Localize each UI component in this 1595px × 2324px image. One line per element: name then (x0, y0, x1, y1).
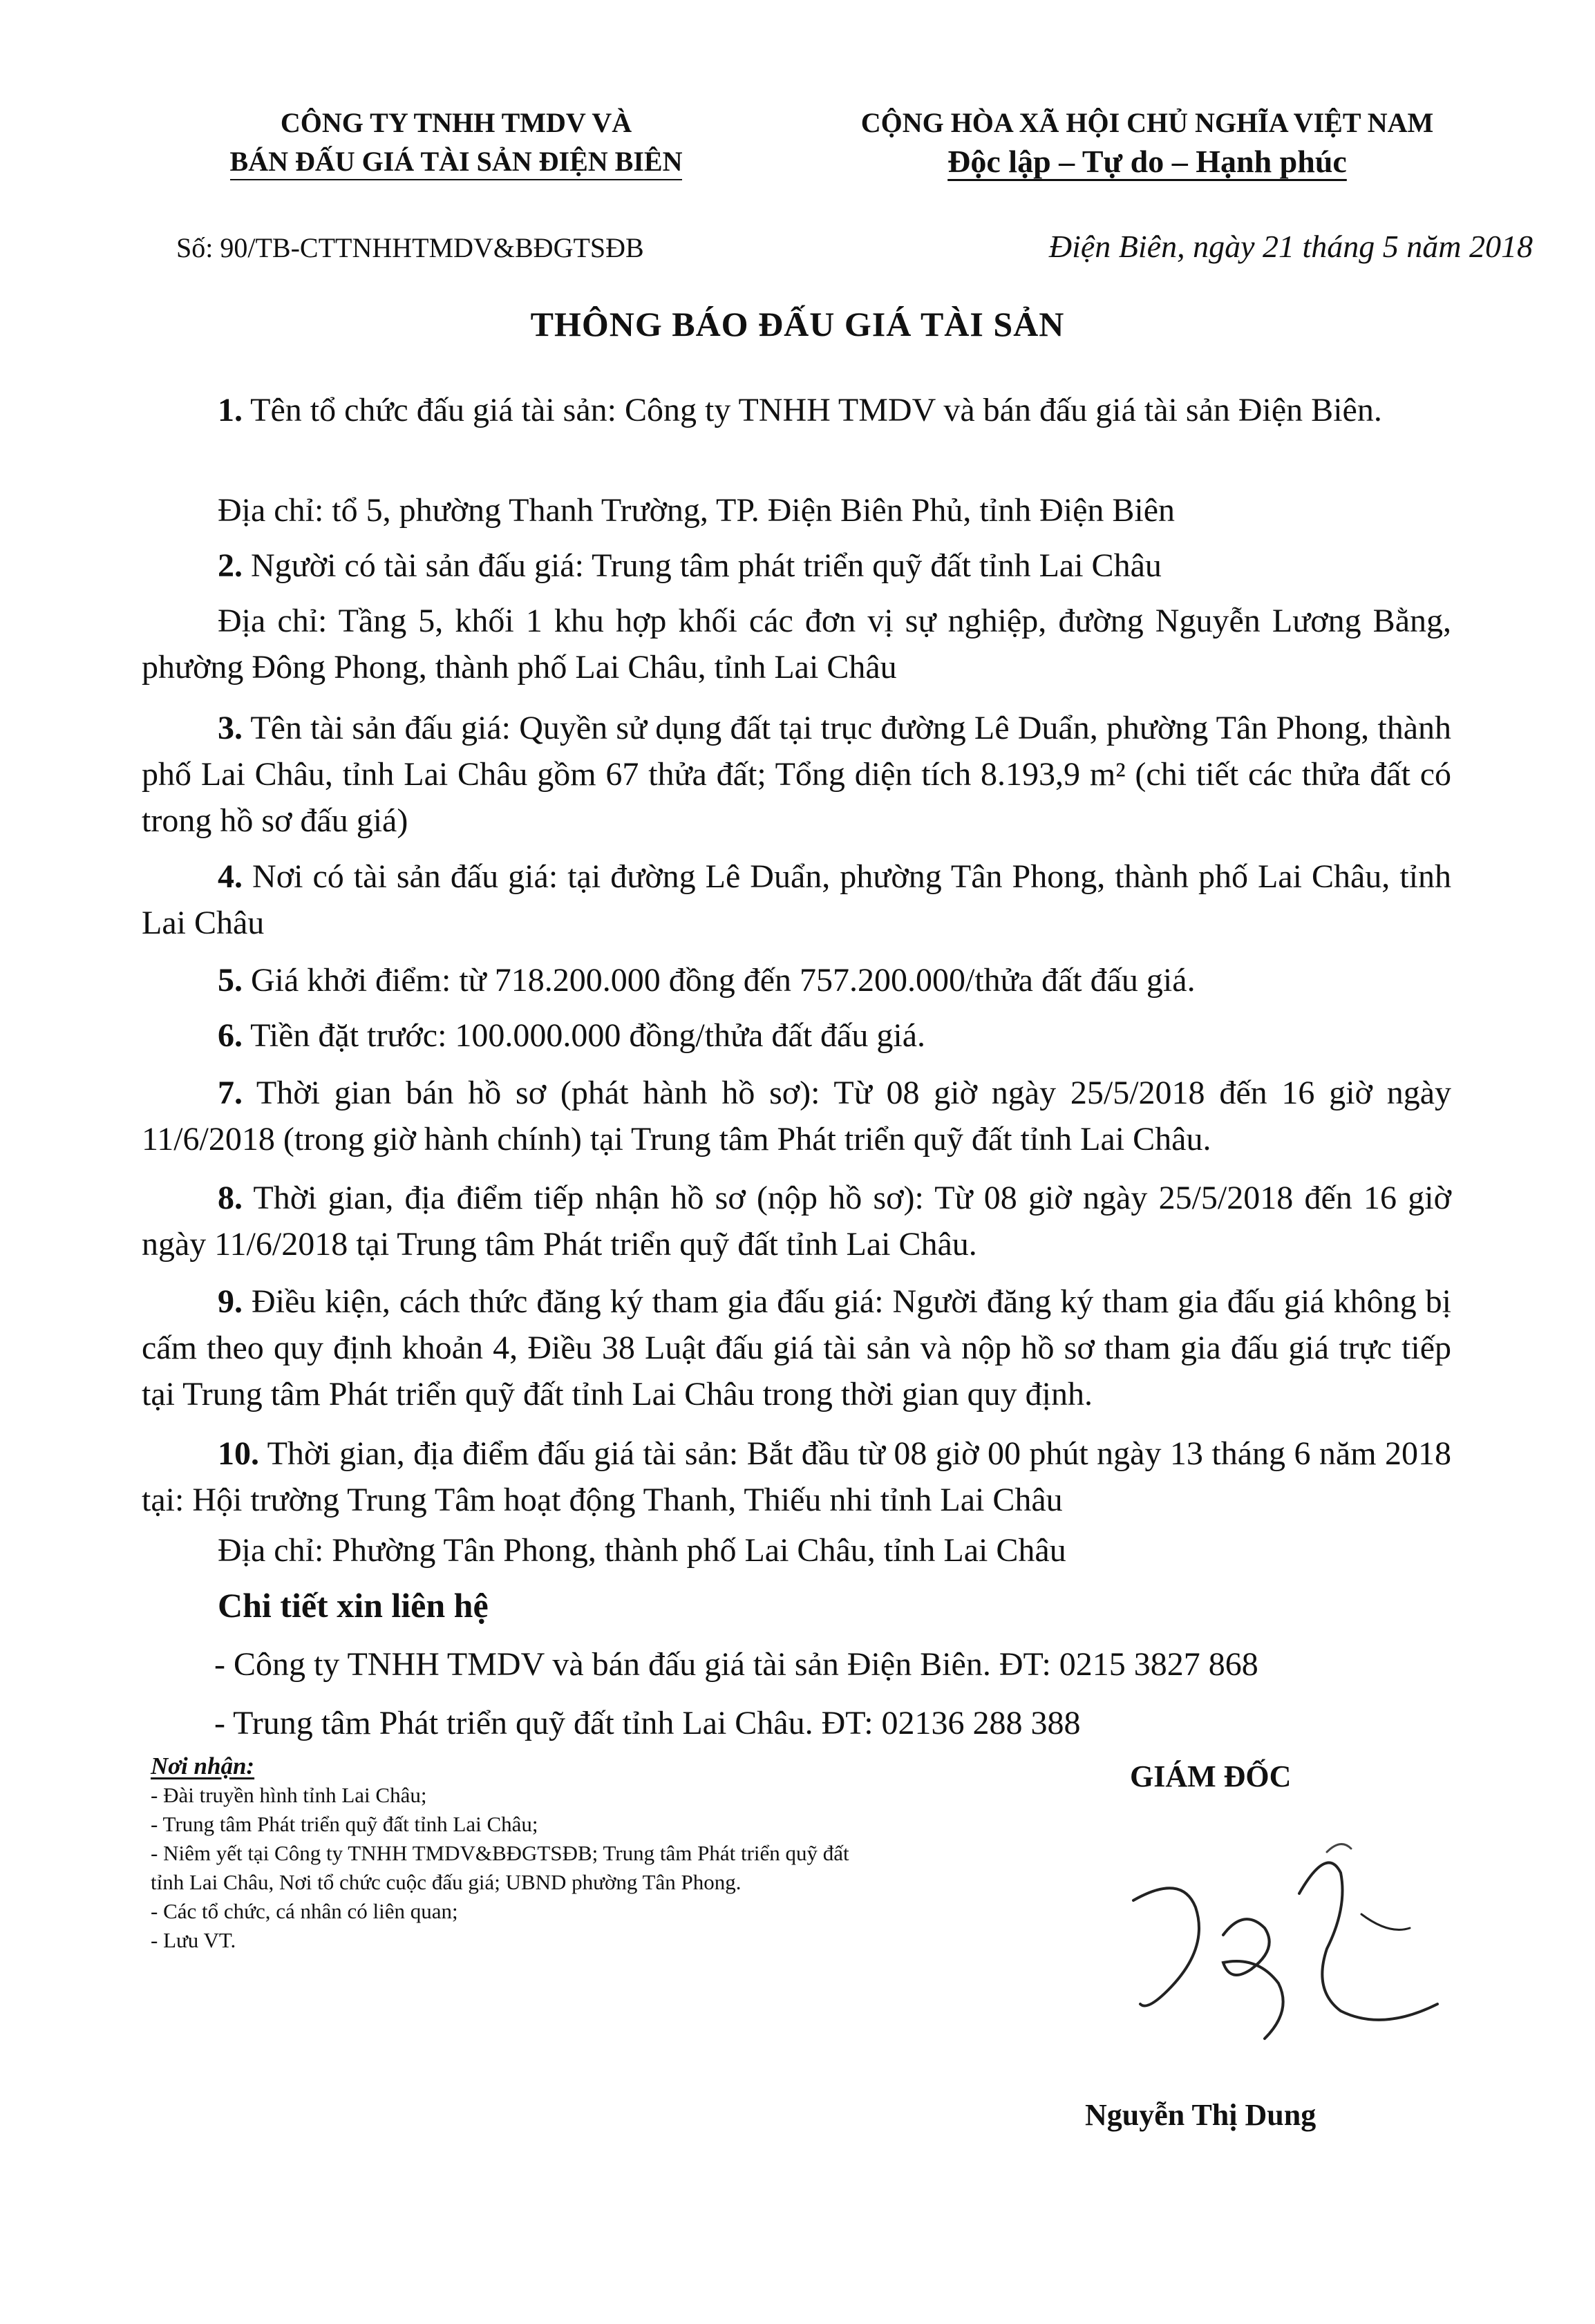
item-5: 5. Giá khởi điểm: từ 718.200.000 đồng đến 757.200.000/thửa đất đấu giá. (218, 962, 1196, 999)
national-header (774, 104, 1520, 181)
org-name (159, 104, 753, 181)
signer-role: GIÁM ĐỐC (1130, 1759, 1292, 1793)
recipient-line: - Niêm yết tại Công ty TNHH TMDV&BĐGTSĐB; Trung tâm Phát triển quỹ đất tỉnh Lai Châu, Nơi tổ chức cuộc đấu giá; UBND phường Tân Phong. (151, 1841, 849, 1894)
item-9: 9. Điều kiện, cách thức đăng ký tham gia đấu giá: Người đăng ký tham gia đấu giá không bị cấm theo quy định khoản 4, Điều 38 Luật đấu giá tài sản và nộp hồ sơ tham gia đấu giá trực tiếp tại Trung tâm Phát triển quỹ đất tỉnh Lai Châu trong thời gian quy định. (142, 1283, 1451, 1413)
recipient-line: - Đài truyền hình tỉnh Lai Châu; (151, 1783, 427, 1807)
recipient-line: - Các tổ chức, cá nhân có liên quan; (151, 1899, 458, 1923)
place-and-date: Điện Biên, ngày 21 tháng 5 năm 2018 (1048, 229, 1533, 264)
item-4: 4. Nơi có tài sản đấu giá: tại đường Lê Duẩn, phường Tân Phong, thành phố Lai Châu, tỉnh Lai Châu (142, 858, 1452, 941)
country-name: CỘNG HÒA XÃ HỘI CHỦ NGHĨA VIỆT NAM (860, 107, 1434, 138)
contact-heading: Chi tiết xin liên hệ (218, 1586, 489, 1625)
item-7: 7. Thời gian bán hồ sơ (phát hành hồ sơ): Từ 08 giờ ngày 25/5/2018 đến 16 giờ ngày 11/6/2018 (trong giờ hành chính) tại Trung tâm Phát triển quỹ đất tỉnh Lai Châu. (142, 1075, 1451, 1158)
item-6: 6. Tiền đặt trước: 100.000.000 đồng/thửa đất đấu giá. (218, 1017, 925, 1054)
handwritten-signature (1120, 1831, 1479, 2094)
item-1: 1. Tên tổ chức đấu giá tài sản: Công ty TNHH TMDV và bán đấu giá tài sản Điện Biên. (218, 392, 1382, 428)
item-8: 8. Thời gian, địa điểm tiếp nhận hồ sơ (nộp hồ sơ): Từ 08 giờ ngày 25/5/2018 đến 16 giờ ngày 11/6/2018 tại Trung tâm Phát triển quỹ đất tỉnh Lai Châu. (142, 1180, 1451, 1263)
org-line-2: BÁN ĐẤU GIÁ TÀI SẢN ĐIỆN BIÊN (159, 142, 753, 181)
recipients-block (151, 1752, 862, 1955)
item-1-address: Địa chỉ: tổ 5, phường Thanh Trường, TP. Điện Biên Phủ, tỉnh Điện Biên (218, 492, 1176, 529)
document-title: THÔNG BÁO ĐẤU GIÁ TÀI SẢN (530, 305, 1065, 343)
item-2: 2. Người có tài sản đấu giá: Trung tâm phát triển quỹ đất tỉnh Lai Châu (218, 547, 1162, 584)
signer-name: Nguyễn Thị Dung (1085, 2098, 1316, 2132)
item-2-address: Địa chỉ: Tầng 5, khối 1 khu hợp khối các đơn vị sự nghiệp, đường Nguyễn Lương Bằng, phường Đông Phong, thành phố Lai Châu, tỉnh Lai Châu (142, 603, 1451, 686)
contact-line-1: - Công ty TNHH TMDV và bán đấu giá tài sản Điện Biên. ĐT: 0215 3827 868 (214, 1646, 1258, 1683)
item-3: 3. Tên tài sản đấu giá: Quyền sử dụng đất tại trục đường Lê Duẩn, phường Tân Phong, thành phố Lai Châu, tỉnh Lai Châu gồm 67 thửa đất; Tổng diện tích 8.193,9 m² (chi tiết các thửa đất có trong hồ sơ đấu giá) (142, 710, 1451, 839)
item-10: 10. Thời gian, địa điểm đấu giá tài sản: Bắt đầu từ 08 giờ 00 phút ngày 13 tháng 6 năm 2018 tại: Hội trường Trung Tâm hoạt động Thanh, Thiếu nhi tỉnh Lai Châu (142, 1435, 1451, 1518)
document-number: Số: 90/TB-CTTNHHTMDV&BĐGTSĐB (176, 232, 644, 263)
item-10-address: Địa chỉ: Phường Tân Phong, thành phố Lai Châu, tỉnh Lai Châu (218, 1532, 1066, 1569)
org-line-1: CÔNG TY TNHH TMDV VÀ (280, 107, 632, 138)
recipients-title: Nơi nhận: (151, 1753, 255, 1779)
contact-line-2: - Trung tâm Phát triển quỹ đất tỉnh Lai Châu. ĐT: 02136 288 388 (214, 1705, 1081, 1741)
recipient-line: - Trung tâm Phát triển quỹ đất tỉnh Lai Châu; (151, 1812, 538, 1836)
national-motto: Độc lập – Tự do – Hạnh phúc (947, 144, 1347, 179)
recipient-line: - Lưu VT. (151, 1928, 236, 1952)
